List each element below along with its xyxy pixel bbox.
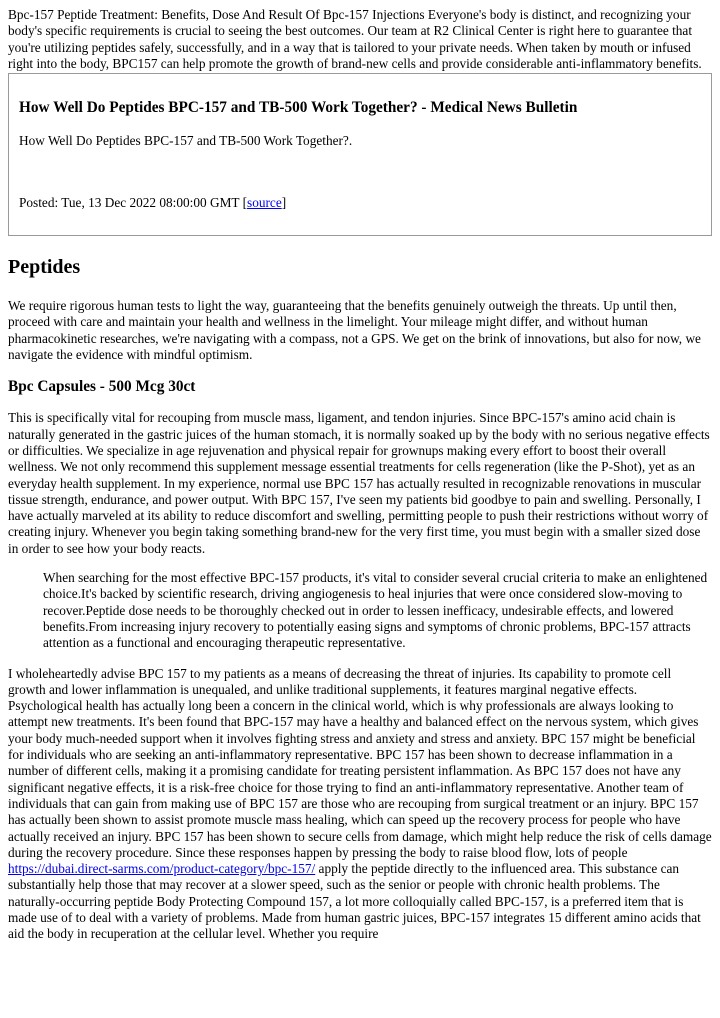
body-paragraph: We require rigorous human tests to light the way, guaranteeing that the benefits genuinely outweigh the threats. Up until then, proceed with care and maintain your health and wellness in the limelight. Your mileage might differ, and without human pharmacokinetic researches, we're navigating with a compass, not a GPS. We get on the brink of innovations, but also for now, we navigate the evidence with mindful optimism.: [8, 298, 701, 363]
product-category-link[interactable]: https://dubai.direct-sarms.com/product-category/bpc-157/: [8, 861, 316, 877]
paragraph-text: I wholeheartedly advise BPC 157 to my patients as a means of decreasing the threat of injuries. Its capability to promote cell growth and lower inflammation is unequaled, and unlike traditional supplements, it features marginal negative effects. Psychological health has actually long been a concern in the clinical world, which is why professionals are always looking to attempt new treatments. It's been found that BPC-157 may have a healthy and balanced effect on the nervous system, which gives your body much-needed support when it involves fighting stress and anxiety and stress and anxiety. BPC 157 might be beneficial for individuals who are seeking an anti-inflammatory representative. BPC 157 has been shown to decrease inflammation in a number of different cells, making it a promising candidate for treating persistent inflammation. As BPC 157 does not have any significant negative effects, it is a risk-free choice for those trying to find an anti-inflammatory representative. Another team of individuals that can gain from making use of BPC 157 are those who are recouping from surgical treatment or an injury. BPC 157 has actually been shown to assist promote muscle mass healing, which can speed up the recovery process for people who have actually received an injury. BPC 157 has been shown to secure cells from damage, which might help reduce the risk of cells damage during the recovery procedure. Since these responses happen by pressing the body to raise blood flow, lots of people: [8, 665, 712, 860]
subheading: Bpc Capsules - 500 Mcg 30ct: [8, 378, 196, 396]
source-link[interactable]: source: [247, 195, 282, 211]
intro-paragraph: Bpc-157 Peptide Treatment: Benefits, Dose And Result Of Bpc-157 Injections Everyone's body is distinct, and recognizing your body's specific requirements is crucial to seeing the best outcomes. Our team at R2 Clinical Center is right here to guarantee that you're utilizing peptides safely, successfully, and in a way that is tailored to your private needs. When taken by mouth or infused right into the body, BPC157 can help promote the growth of brand-new cells and provide considerable anti-inflammatory benefits.: [8, 7, 702, 71]
blockquote: When searching for the most effective BPC-157 products, it's vital to consider several crucial criteria to make an enlightened choice.It's backed by scientific research, driving angiogenesis to heal injuries that were once considered slow-moving to recover.Peptide dose needs to be thoroughly checked out in order to lessen inefficacy, undesirable effects, and lowered benefits.From increasing injury recovery to potentially easing signs and symptoms of chronic problems, BPC-157 attracts attention as a functional and encouraging therapeutic representative.: [43, 570, 708, 651]
body-paragraph: This is specifically vital for recouping from muscle mass, ligament, and tendon injuries. Since BPC-157's amino acid chain is naturally generated in the gastric juices of the human stomach, it is normally soaked up by the body with no serious negative effects or difficulties. We specialize in age rejuvenation and physical repair for grownups making every effort to boost their overall wellness. We not only recommend this supplement message essential treatments for cells regeneration (like the P-Shot), yet as an everyday health supplement. In my experience, normal use BPC 157 has actually resulted in recognizable renovations in muscular tissue strength, endurance, and power output. With BPC 157, I've seen my patients bid goodbye to pain and swelling. Personally, I have actually marveled at its ability to reduce discomfort and swelling, permitting people to push their restrictions without worry of creating injury. Whenever you begin taking something brand-new for the very first time, you must begin with a smaller sized dose in order to see how your body reacts.: [8, 410, 710, 556]
news-posted-line: [19, 195, 286, 211]
body-paragraph: [8, 666, 712, 943]
paragraph-text: apply the peptide directly to the influenced area. This substance can substantially help those that may recover at a slower speed, such as the senior or people with chronic health problems. The naturally-occurring peptide Body Protecting Compound 157, a lot more colloquially called BPC-157, is a preferred item that is made use of to deal with a variety of problems. Made from human gastric juices, BPC-157 integrates 15 different amino acids that aid the body in recuperation at the cellular level. Whether you require: [8, 861, 701, 942]
news-title: How Well Do Peptides BPC-157 and TB-500 Work Together? - Medical News Bulletin: [19, 99, 578, 117]
news-summary: How Well Do Peptides BPC-157 and TB-500 Work Together?.: [19, 133, 353, 149]
posted-label: Posted: Tue, 13 Dec 2022 08:00:00 GMT [: [19, 195, 248, 211]
section-heading: Peptides: [8, 256, 81, 279]
posted-close: ]: [281, 195, 287, 211]
news-card: [8, 73, 712, 236]
